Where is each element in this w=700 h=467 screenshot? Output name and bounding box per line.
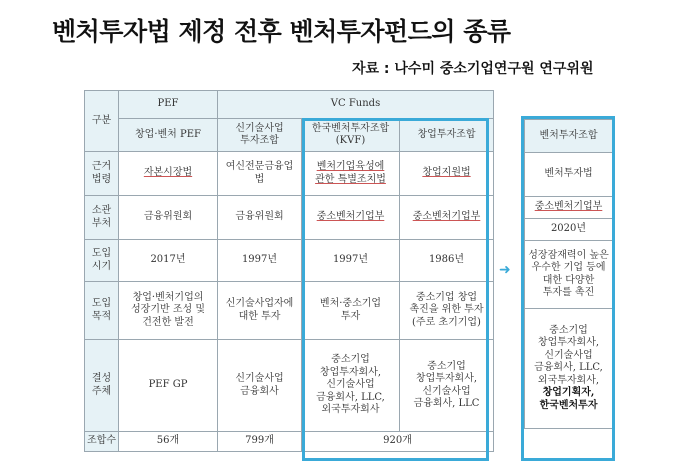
cell: 중소기업 창업 촉진을 위한 투자 (주로 초기기업)	[400, 282, 494, 340]
cell: 자본시장법	[119, 152, 218, 196]
cell: 신기술사업 금융회사	[218, 340, 302, 432]
cell: 여신전문금융업 법	[218, 152, 302, 196]
col-head-kvf: 한국벤처투자조합 (KVF)	[302, 119, 400, 152]
row-label: 결성 주체	[85, 340, 119, 432]
row-year	[85, 240, 494, 282]
cell: PEF GP	[119, 340, 218, 432]
header-category: 구분	[85, 91, 119, 152]
source-caption: 자료 : 나수미 중소기업연구원 연구위원	[352, 61, 594, 77]
right-header: 벤처투자조합	[525, 120, 613, 153]
right-ministry: 중소벤처기업부	[525, 197, 613, 219]
cell: 중소벤처기업부	[302, 196, 400, 240]
row-ministry	[85, 196, 494, 240]
cell: 금융위원회	[119, 196, 218, 240]
right-year: 2020년	[525, 219, 613, 241]
cell: 중소기업 창업투자회사, 신기술사업 금융회사, LLC, 외국투자회사	[302, 340, 400, 432]
arrow-icon: ➜	[499, 262, 511, 278]
cell: 금융위원회	[218, 196, 302, 240]
cell: 중소벤처기업부	[400, 196, 494, 240]
row-label: 소관 부처	[85, 196, 119, 240]
row-founders	[85, 340, 494, 432]
page-title: 벤처투자법 제정 전후 벤처투자펀드의 종류	[52, 17, 511, 46]
cell: 신기술사업자에 대한 투자	[218, 282, 302, 340]
cell: 799개	[218, 432, 302, 452]
new-fund-table	[524, 119, 613, 429]
cell: 1997년	[302, 240, 400, 282]
cell: 벤처기업육성에 관한 특별조치법	[302, 152, 400, 196]
cell: 2017년	[119, 240, 218, 282]
comparison-table	[84, 90, 494, 452]
column-headers	[85, 119, 494, 152]
cell: 벤처·중소기업 투자	[302, 282, 400, 340]
col-head-startup: 창업투자조합	[400, 119, 494, 152]
right-founders: 중소기업 창업투자회사, 신기술사업 금융회사, LLC, 외국투자회사, 창업기획자, 한국벤처투자	[525, 309, 613, 429]
col-head-tech: 신기술사업 투자조합	[218, 119, 302, 152]
row-purpose	[85, 282, 494, 340]
col-head-pef: 창업·벤처 PEF	[119, 119, 218, 152]
cell: 중소기업 창업투자회사, 신기술사업 금융회사, LLC	[400, 340, 494, 432]
right-founders-bold: 창업기획자, 한국벤처투자	[539, 387, 598, 411]
row-count	[85, 432, 494, 452]
right-purpose: 성장잠재력이 높은 우수한 기업 등에 대한 다양한 투자를 촉진	[525, 241, 613, 309]
row-label: 근거 법령	[85, 152, 119, 196]
right-law: 벤처투자법	[525, 153, 613, 197]
group-pef: PEF	[119, 91, 218, 119]
row-law	[85, 152, 494, 196]
row-label: 도입 시기	[85, 240, 119, 282]
cell: 창업지원법	[400, 152, 494, 196]
cell: 56개	[119, 432, 218, 452]
row-label: 도입 목적	[85, 282, 119, 340]
row-label: 조합수	[85, 432, 119, 452]
group-vc-funds: VC Funds	[218, 91, 494, 119]
cell: 920개	[302, 432, 494, 452]
cell: 1997년	[218, 240, 302, 282]
cell: 창업·벤처기업의 성장기반 조성 및 건전한 발전	[119, 282, 218, 340]
cell: 1986년	[400, 240, 494, 282]
